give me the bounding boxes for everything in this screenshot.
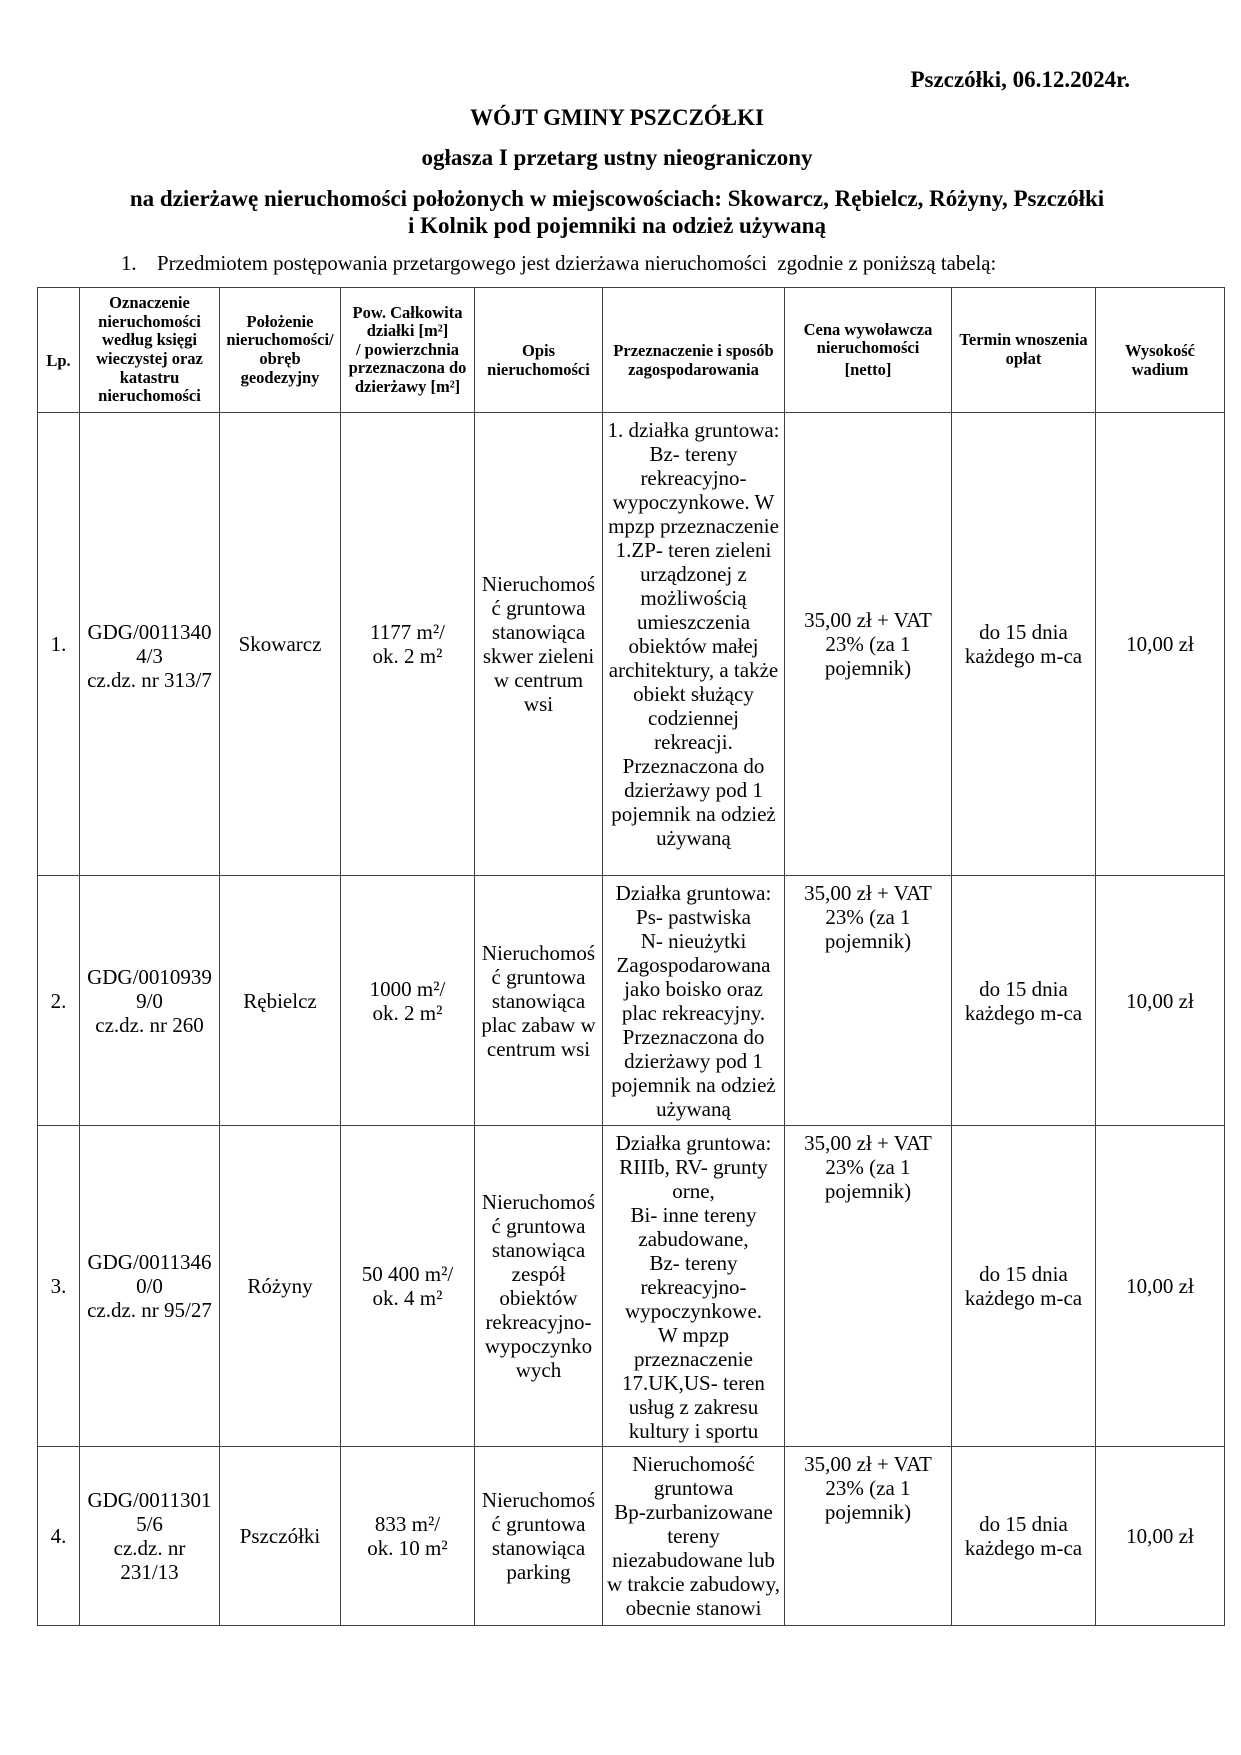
text-line: cz.dz. nr 313/7 xyxy=(87,668,212,692)
text-line: usług z zakresu xyxy=(628,1395,759,1419)
text-line: 1.ZP- teren zieleni xyxy=(615,538,772,562)
text-line: Nieruchomoś xyxy=(481,572,596,596)
col-header-designation xyxy=(80,288,220,413)
text-line: możliwością xyxy=(640,586,747,610)
text-line: każdego m-ca xyxy=(964,1286,1083,1310)
text-line: 9/0 xyxy=(136,988,163,1013)
text-line: 50 400 m²/ xyxy=(361,1262,454,1286)
text-line: 23% (za 1 xyxy=(825,1476,911,1500)
cell-price xyxy=(785,1447,952,1626)
table-row xyxy=(38,1126,1225,1447)
text-line: ć gruntowa xyxy=(491,1512,586,1536)
text-line: gruntowa xyxy=(653,1476,734,1500)
text-line: skwer zieleni xyxy=(482,644,595,668)
cell-purpose xyxy=(603,413,785,876)
col-header-purpose xyxy=(603,288,785,413)
text-line: Bp-zurbanizowane xyxy=(614,1500,773,1524)
text-line: Bz- tereny xyxy=(649,1251,738,1275)
text-line: wypoczynkowe. xyxy=(624,1299,763,1323)
text-line: Rębielcz xyxy=(243,988,317,1013)
cell-payment-term xyxy=(952,1126,1096,1447)
cell-location xyxy=(220,1447,341,1626)
text-line: nieruchomości xyxy=(816,338,920,358)
text-line: obiektów xyxy=(499,1286,578,1310)
col-header-payment-term xyxy=(952,288,1096,413)
text-line: rekreacji. xyxy=(654,730,733,754)
text-line: wadium xyxy=(1131,360,1189,379)
cell-lp xyxy=(38,876,80,1126)
subject-line: na dzierżawę nieruchomości położonych w miejscowościach: Skowarcz, Rębielcz, Różyny, Pszczółki xyxy=(129,186,1105,211)
text-line: do 15 dnia xyxy=(979,1512,1068,1536)
col-header-description xyxy=(475,288,603,413)
text-line: nieruchomości xyxy=(98,311,201,331)
text-line: plac rekreacyjny. xyxy=(621,1001,766,1025)
text-line: Opis xyxy=(521,341,556,361)
intro-number: 1. xyxy=(121,252,137,275)
text-line: nieruchomości xyxy=(98,386,201,406)
text-line: Przeznaczona do xyxy=(622,1025,765,1049)
text-line: zagospodarowania xyxy=(628,360,759,379)
lease-table xyxy=(37,287,1225,1626)
text-line: Ps- pastwiska xyxy=(636,905,751,929)
text-line: pojemnik na odzież xyxy=(611,802,776,826)
text-line: / powierzchnia xyxy=(355,339,460,359)
text-line: GDG/0011340 xyxy=(87,620,212,644)
col-header-lp xyxy=(38,288,80,413)
text-line: 1000 m²/ xyxy=(369,976,446,1001)
text-line: ć gruntowa xyxy=(491,964,586,989)
text-line: Bi- inne tereny xyxy=(630,1203,757,1227)
text-line: wieczystej oraz xyxy=(96,349,203,368)
table-row xyxy=(38,876,1225,1126)
text-line: obręb xyxy=(259,349,301,368)
subject-title xyxy=(37,186,1197,239)
text-line: GDG/0011346 xyxy=(87,1250,212,1274)
text-line: według księgi xyxy=(102,330,197,350)
cell-lp xyxy=(38,413,80,876)
text-line: do 15 dnia xyxy=(979,620,1068,644)
cell-payment-term xyxy=(952,876,1096,1126)
text-line: ok. 2 m² xyxy=(372,644,443,668)
text-line: RIIIb, RV- grunty xyxy=(619,1155,768,1179)
text-line: Termin wnoszenia xyxy=(959,330,1088,350)
text-line: 23% (za 1 xyxy=(825,1155,911,1179)
cell-location xyxy=(220,413,341,876)
text-line: GDG/0011301 xyxy=(87,1488,212,1512)
text-line: 35,00 zł + VAT xyxy=(804,608,932,632)
text-line: dzierżawy [m²] xyxy=(354,376,461,396)
cell-area xyxy=(341,1447,475,1626)
text-line: do 15 dnia xyxy=(979,1262,1068,1286)
text-line: parking xyxy=(506,1560,571,1584)
cell-designation xyxy=(80,1447,220,1626)
text-line: w centrum xyxy=(493,668,584,692)
announcement-title: ogłasza I przetarg ustny nieograniczony xyxy=(421,145,813,170)
text-line: plac zabaw w xyxy=(481,1012,596,1037)
text-line: obiekt służący xyxy=(633,682,754,706)
text-line: 3. xyxy=(50,1274,67,1298)
cell-designation xyxy=(80,413,220,876)
text-line: 1. działka gruntowa: xyxy=(607,418,780,442)
text-line: codziennej xyxy=(648,706,739,730)
text-line: pojemnik) xyxy=(824,656,912,680)
text-line: 10,00 zł xyxy=(1126,1274,1194,1298)
text-line: umieszczenia xyxy=(636,610,751,634)
text-line: obecnie stanowi xyxy=(625,1596,762,1620)
text-line: Nieruchomoś xyxy=(481,1190,596,1214)
text-line: przeznaczenie xyxy=(634,1347,753,1371)
table-row xyxy=(38,413,1225,876)
text-line: Działka gruntowa: xyxy=(615,1131,772,1155)
text-line: zabudowane, xyxy=(638,1227,749,1251)
text-line: 1. xyxy=(50,632,67,656)
text-line: stanowiąca xyxy=(491,988,586,1013)
text-line: Lp. xyxy=(46,350,71,370)
table-row xyxy=(38,1447,1225,1626)
text-line: stanowiąca xyxy=(491,620,586,644)
cell-location xyxy=(220,1126,341,1447)
text-line: wypoczynkowe. W xyxy=(612,490,775,514)
subject-line: i Kolnik pod pojemniki na odzież używaną xyxy=(408,212,826,238)
col-header-deposit xyxy=(1096,288,1225,413)
text-line: dzierżawy pod 1 xyxy=(624,778,763,802)
text-line: 1177 m²/ xyxy=(370,620,445,644)
text-line: rekreacyjno- xyxy=(640,1275,747,1299)
text-line: kultury i sportu xyxy=(628,1419,759,1443)
intro-text: Przedmiotem postępowania przetargowego jest dzierżawa nieruchomości zgodnie z poniższą tabelą: xyxy=(157,252,997,275)
text-line: Cena wywoławcza xyxy=(803,319,933,339)
text-line: 10,00 zł xyxy=(1126,632,1194,656)
cell-payment-term xyxy=(952,413,1096,876)
text-line: Różyny xyxy=(247,1274,313,1298)
authority-title: WÓJT GMINY PSZCZÓŁKI xyxy=(470,105,764,130)
col-header-location xyxy=(220,288,341,413)
col-header-area xyxy=(341,288,475,413)
cell-area xyxy=(341,876,475,1126)
cell-price xyxy=(785,876,952,1126)
text-line: używaną xyxy=(656,826,731,850)
text-line: stanowiąca xyxy=(491,1536,586,1560)
text-line: 231/13 xyxy=(120,1560,179,1584)
cell-purpose xyxy=(603,1126,785,1447)
text-line: Oznaczenie xyxy=(109,293,190,313)
text-line: Zagospodarowana xyxy=(616,953,771,977)
text-line: rekreacyjno- xyxy=(640,466,747,490)
text-line: Pow. Całkowita xyxy=(352,302,463,322)
text-line: Nieruchomość xyxy=(632,1452,755,1476)
place-date: Pszczółki, 06.12.2024r. xyxy=(910,67,1130,92)
text-line: 0/0 xyxy=(136,1274,163,1298)
text-line: ok. 10 m² xyxy=(367,1536,448,1560)
text-line: pojemnik) xyxy=(824,1179,912,1203)
text-line: 35,00 zł + VAT xyxy=(804,1452,932,1476)
cell-area xyxy=(341,1126,475,1447)
text-line: w trakcie zabudowy, xyxy=(607,1572,780,1596)
cell-price xyxy=(785,1126,952,1447)
text-line: niezabudowane lub xyxy=(612,1548,775,1572)
cell-location xyxy=(220,876,341,1126)
text-line: Przeznaczenie i sposób xyxy=(613,341,774,361)
text-line: 833 m²/ xyxy=(374,1512,441,1536)
cell-deposit xyxy=(1096,1447,1225,1626)
cell-lp xyxy=(38,1126,80,1447)
text-line: geodezyjny xyxy=(240,367,320,387)
text-line: Nieruchomoś xyxy=(481,1488,596,1512)
text-line: 4. xyxy=(50,1524,67,1548)
text-line: cz.dz. nr xyxy=(113,1536,186,1560)
text-line: [netto] xyxy=(844,359,892,379)
text-line: urządzonej z xyxy=(640,562,747,586)
cell-description xyxy=(475,1447,603,1626)
text-line: 10,00 zł xyxy=(1126,988,1194,1013)
text-line: 35,00 zł + VAT xyxy=(804,881,932,905)
text-line: nieruchomości/ xyxy=(226,330,334,350)
cell-designation xyxy=(80,1126,220,1447)
text-line: Przeznaczona do xyxy=(622,754,765,778)
text-line: wsi xyxy=(523,692,554,716)
text-line: Wysokość xyxy=(1125,341,1195,361)
cell-description xyxy=(475,413,603,876)
text-line: architektury, a także xyxy=(608,658,779,682)
table-header-row xyxy=(38,288,1225,413)
intro-paragraph xyxy=(0,252,1241,276)
text-line: orne, xyxy=(672,1179,715,1203)
text-line: Skowarcz xyxy=(238,632,322,656)
text-line: jako boisko oraz xyxy=(624,977,763,1001)
text-line: pojemnik na odzież xyxy=(611,1073,776,1097)
cell-purpose xyxy=(603,876,785,1126)
text-line: każdego m-ca xyxy=(964,644,1083,668)
text-line: wypoczynko xyxy=(484,1334,593,1358)
text-line: działki [m²] xyxy=(366,321,449,341)
text-line: katastru xyxy=(119,367,180,387)
text-line: cz.dz. nr 260 xyxy=(95,1012,204,1037)
text-line: zespół xyxy=(511,1262,566,1286)
cell-purpose xyxy=(603,1447,785,1626)
text-line: centrum wsi xyxy=(486,1036,591,1061)
text-line: 23% (za 1 xyxy=(825,905,911,929)
text-line: 23% (za 1 xyxy=(825,632,911,656)
text-line: 17.UK,US- teren xyxy=(622,1371,765,1395)
text-line: pojemnik) xyxy=(824,1500,912,1524)
text-line: przeznaczona do xyxy=(348,358,467,378)
text-line: rekreacyjno- xyxy=(485,1310,592,1334)
text-line: pojemnik) xyxy=(824,929,912,953)
text-line: mpzp przeznaczenie xyxy=(608,514,779,538)
cell-description xyxy=(475,876,603,1126)
text-line: Działka gruntowa: xyxy=(615,881,772,905)
text-line: 10,00 zł xyxy=(1126,1524,1194,1548)
text-line: cz.dz. nr 95/27 xyxy=(87,1298,212,1322)
text-line: N- nieużytki xyxy=(640,929,747,953)
cell-payment-term xyxy=(952,1447,1096,1626)
text-line: ć gruntowa xyxy=(491,596,586,620)
cell-deposit xyxy=(1096,1126,1225,1447)
col-header-price xyxy=(785,288,952,413)
text-line: 5/6 xyxy=(136,1512,163,1536)
text-line: Położenie xyxy=(246,311,314,331)
text-line: 4/3 xyxy=(136,644,163,668)
text-line: tereny xyxy=(667,1524,720,1548)
text-line: ć gruntowa xyxy=(491,1214,586,1238)
cell-deposit xyxy=(1096,876,1225,1126)
cell-area xyxy=(341,413,475,876)
cell-price xyxy=(785,413,952,876)
text-line: obiektów małej xyxy=(628,634,759,658)
cell-description xyxy=(475,1126,603,1447)
text-line: 2. xyxy=(50,988,67,1013)
text-line: opłat xyxy=(1005,349,1042,368)
text-line: stanowiąca xyxy=(491,1238,586,1262)
text-line: Nieruchomoś xyxy=(481,940,596,965)
text-line: używaną xyxy=(656,1097,731,1121)
text-line: W mpzp xyxy=(657,1323,730,1347)
text-line: Bz- tereny xyxy=(649,442,738,466)
text-line: każdego m-ca xyxy=(964,1000,1083,1025)
text-line: wych xyxy=(515,1358,562,1382)
text-line: nieruchomości xyxy=(487,360,590,379)
text-line: GDG/0010939 xyxy=(87,964,212,989)
text-line: każdego m-ca xyxy=(964,1536,1083,1560)
text-line: 35,00 zł + VAT xyxy=(804,1131,932,1155)
cell-lp xyxy=(38,1447,80,1626)
text-line: ok. 4 m² xyxy=(372,1286,443,1310)
text-line: dzierżawy pod 1 xyxy=(624,1049,763,1073)
cell-designation xyxy=(80,876,220,1126)
cell-deposit xyxy=(1096,413,1225,876)
text-line: do 15 dnia xyxy=(979,976,1068,1001)
text-line: Pszczółki xyxy=(239,1524,321,1548)
text-line: ok. 2 m² xyxy=(372,1000,443,1025)
